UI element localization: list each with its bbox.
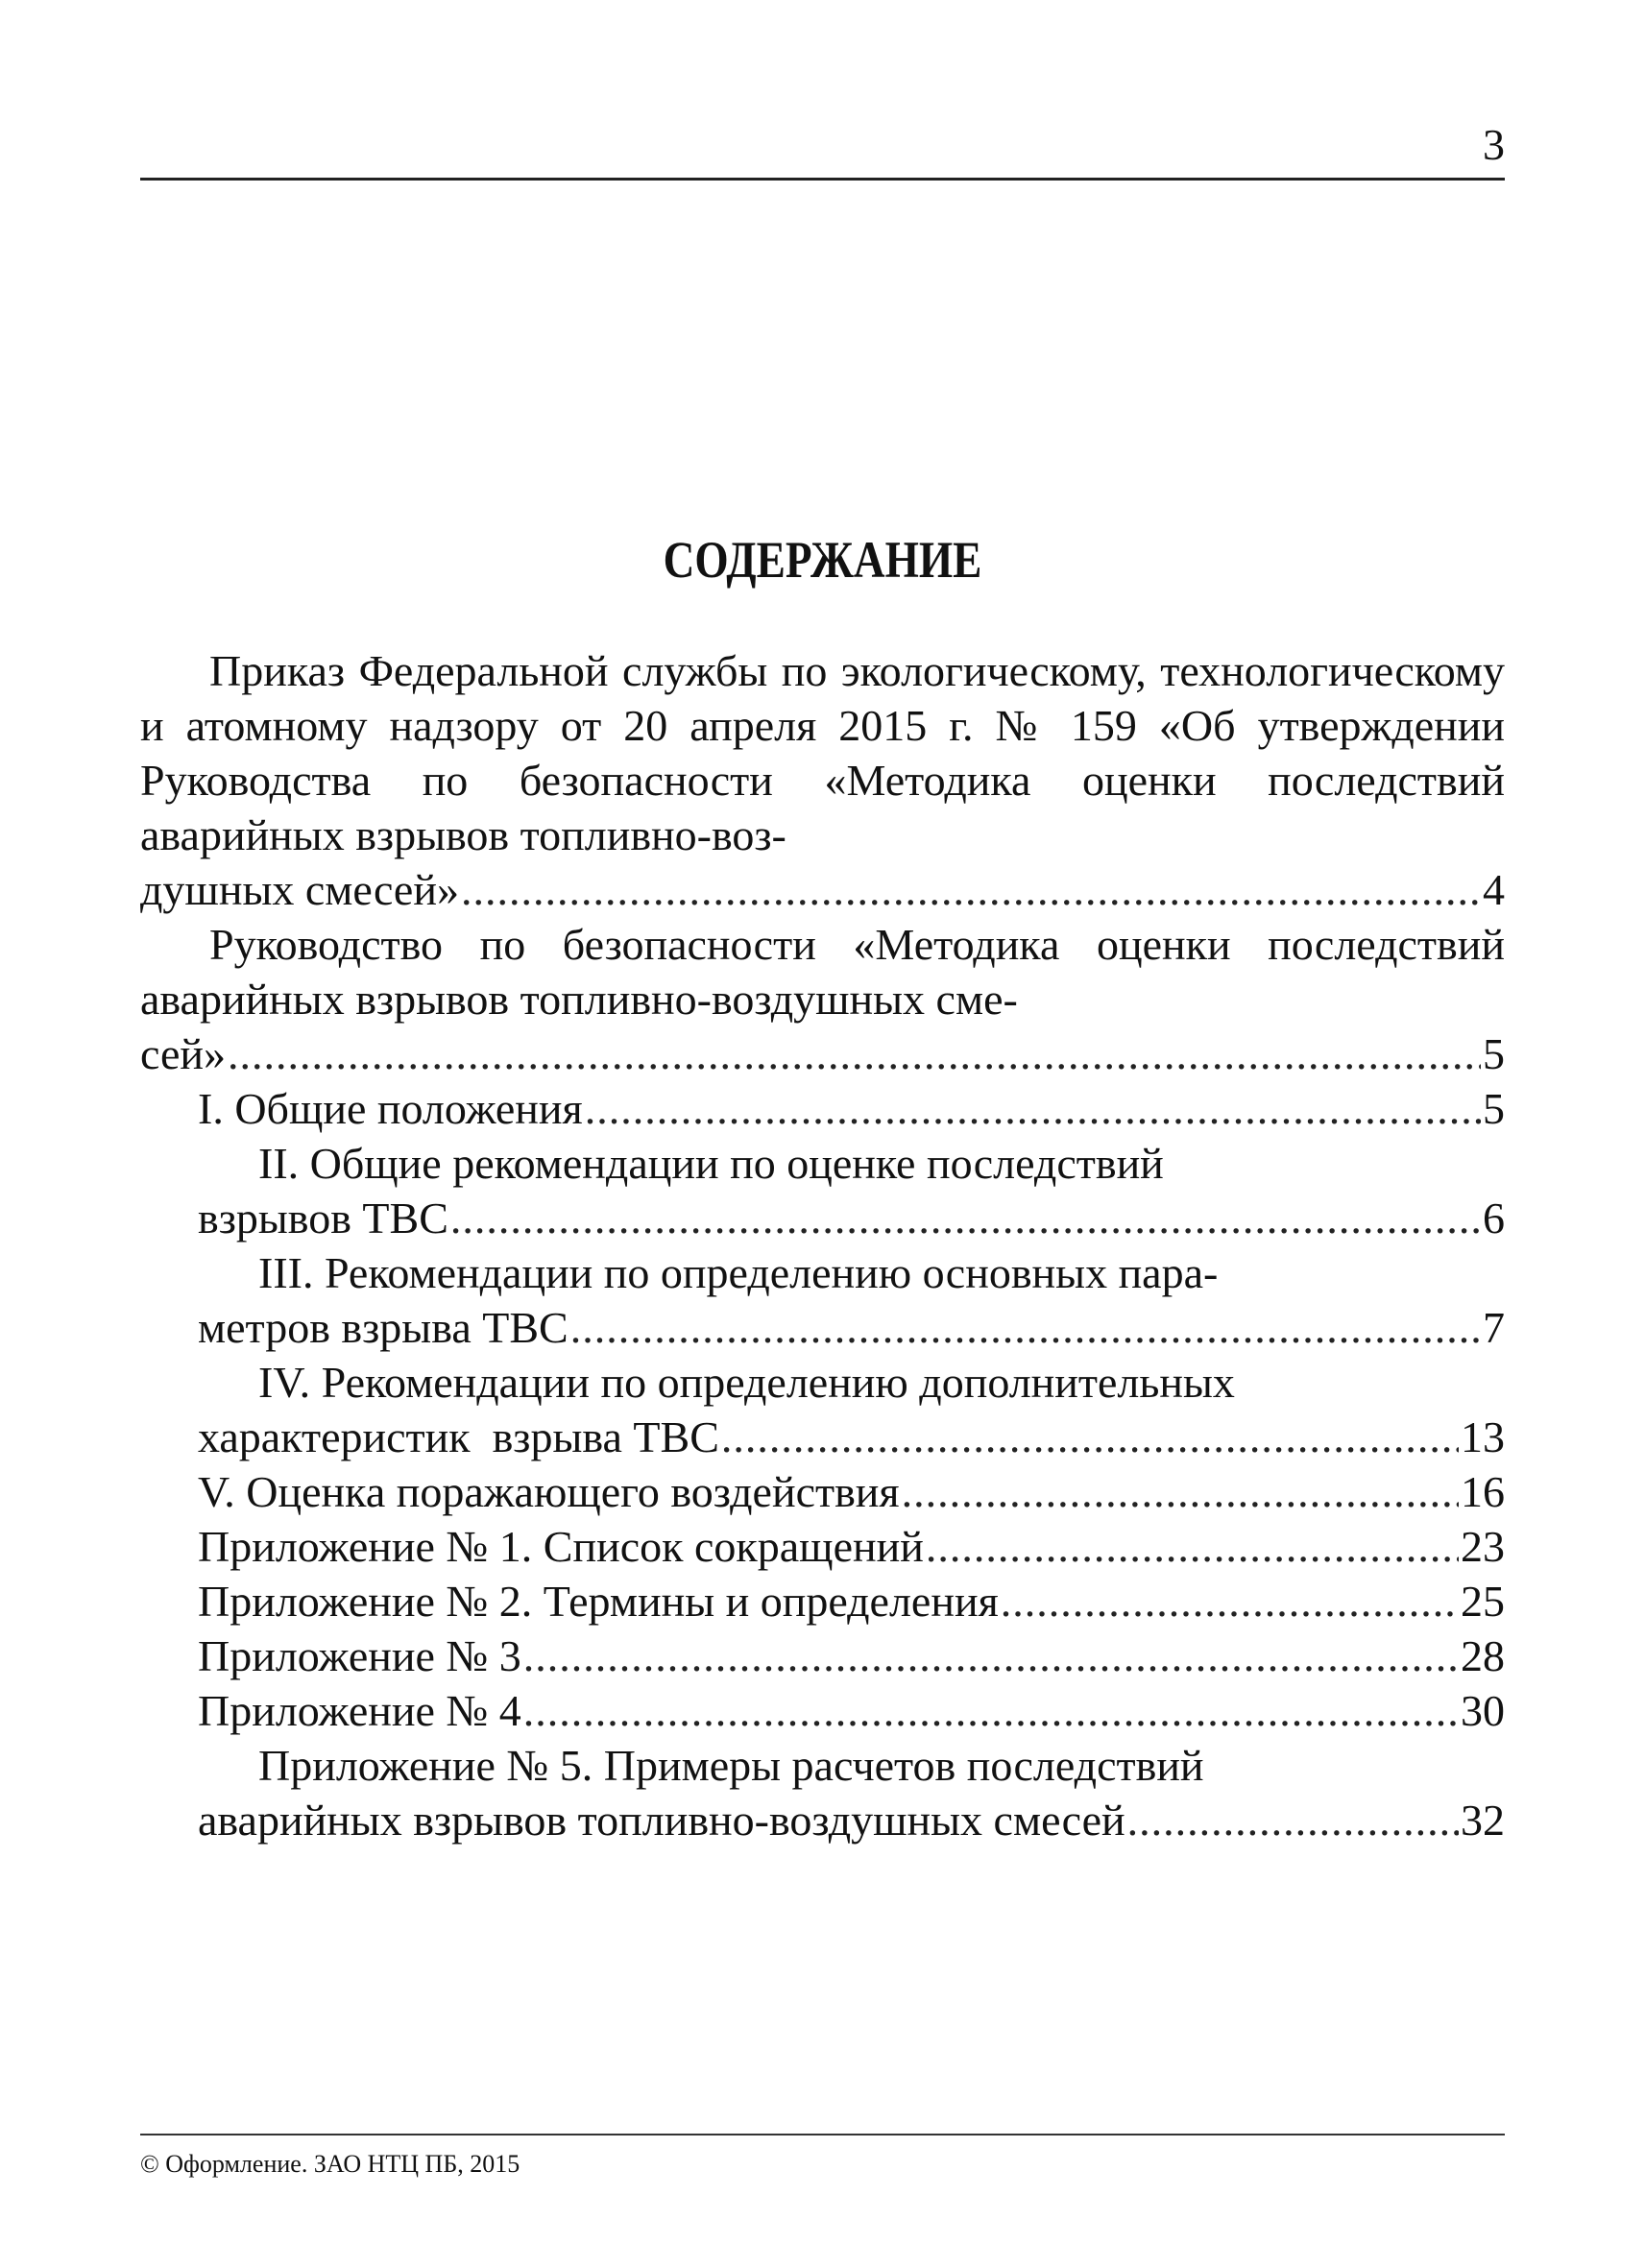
toc-page-number: 5 [1483, 1029, 1505, 1078]
toc-entry-text: IV. Рекомендации по определению дополнительных [258, 1358, 1235, 1407]
header-rule [140, 178, 1505, 181]
toc-entry-text-end: характеристик взрыва ТВС [198, 1412, 719, 1461]
toc-entry-appendix-5[interactable] [140, 1738, 1505, 1847]
toc-page-number: 25 [1461, 1577, 1505, 1626]
toc-entry-text: Приложение № 1. Список сокращений [198, 1522, 924, 1571]
toc-entry-text: Приказ Федеральной службы по экологическому, технологическому и атомному надзору от 20 апреля 2015 г. № 159 «Об утверждении Руководства по безопасности «Методика оценки последствий аварийных взрывов топливно-воз- [140, 646, 1505, 859]
toc-page-number: 30 [1461, 1686, 1505, 1735]
toc-page-number: 5 [1483, 1084, 1505, 1133]
toc-entry-section-1[interactable] [140, 1081, 1505, 1136]
toc-entry-guide[interactable] [140, 917, 1505, 1081]
toc-page-number: 4 [1483, 865, 1505, 914]
toc-entry-section-2[interactable] [140, 1136, 1505, 1245]
toc-entry-text: Руководство по безопасности «Методика оценки последствий аварийных взрывов топливно-воздушных сме- [140, 920, 1505, 1024]
toc-page-number: 23 [1461, 1522, 1505, 1571]
toc-entry-text: III. Рекомендации по определению основных пара- [258, 1248, 1219, 1297]
toc-entry-appendix-1[interactable] [140, 1519, 1505, 1574]
toc-page-number: 16 [1461, 1467, 1505, 1516]
toc-entry-text: Приложение № 3 [198, 1631, 521, 1680]
toc-entry-text: Приложение № 2. Термины и определения [198, 1577, 999, 1626]
toc-entry-section-3[interactable] [140, 1245, 1505, 1355]
leader-dots [902, 1464, 1459, 1519]
toc-entry-section-4[interactable] [140, 1355, 1505, 1464]
toc-page-number: 7 [1483, 1303, 1505, 1352]
leader-dots [450, 1191, 1481, 1245]
footer-rule [140, 2134, 1505, 2135]
toc-entry-text: I. Общие положения [198, 1084, 583, 1133]
toc-entry-appendix-2[interactable] [140, 1574, 1505, 1629]
table-of-contents [140, 643, 1505, 1847]
leader-dots [926, 1519, 1459, 1574]
toc-entry-appendix-4[interactable] [140, 1683, 1505, 1738]
leader-dots [585, 1081, 1481, 1136]
toc-entry-text-end: душных смесей» [140, 865, 459, 914]
page-title: СОДЕРЖАНИЕ [663, 531, 982, 589]
toc-entry-text: Приложение № 4 [198, 1686, 521, 1735]
toc-entry-section-5[interactable] [140, 1464, 1505, 1519]
toc-page-number: 28 [1461, 1631, 1505, 1680]
toc-entry-text: V. Оценка поражающего воздействия [198, 1467, 900, 1516]
leader-dots [461, 862, 1481, 917]
leader-dots [1001, 1574, 1459, 1629]
toc-page-number: 6 [1483, 1194, 1505, 1243]
page-number: 3 [1483, 120, 1505, 169]
leader-dots [1127, 1793, 1459, 1847]
toc-page-number: 32 [1461, 1796, 1505, 1845]
toc-entry-text: Приложение № 5. Примеры расчетов последствий [258, 1741, 1204, 1790]
leader-dots [228, 1026, 1481, 1081]
leader-dots [570, 1300, 1481, 1355]
toc-entry-text-end: аварийных взрывов топливно-воздушных смесей [198, 1796, 1125, 1845]
toc-entry-text: II. Общие рекомендации по оценке последствий [258, 1139, 1164, 1188]
toc-entry-text-end: сей» [140, 1029, 227, 1078]
toc-page-number: 13 [1461, 1412, 1505, 1461]
toc-entry-text-end: взрывов ТВС [198, 1194, 448, 1243]
leader-dots [523, 1683, 1459, 1738]
toc-entry-appendix-3[interactable] [140, 1629, 1505, 1683]
toc-entry-text-end: метров взрыва ТВС [198, 1303, 568, 1352]
toc-entry-order[interactable] [140, 643, 1505, 917]
leader-dots [721, 1410, 1459, 1464]
footer-copyright: © Оформление. ЗАО НТЦ ПБ, 2015 [140, 2150, 520, 2178]
leader-dots [523, 1629, 1459, 1683]
